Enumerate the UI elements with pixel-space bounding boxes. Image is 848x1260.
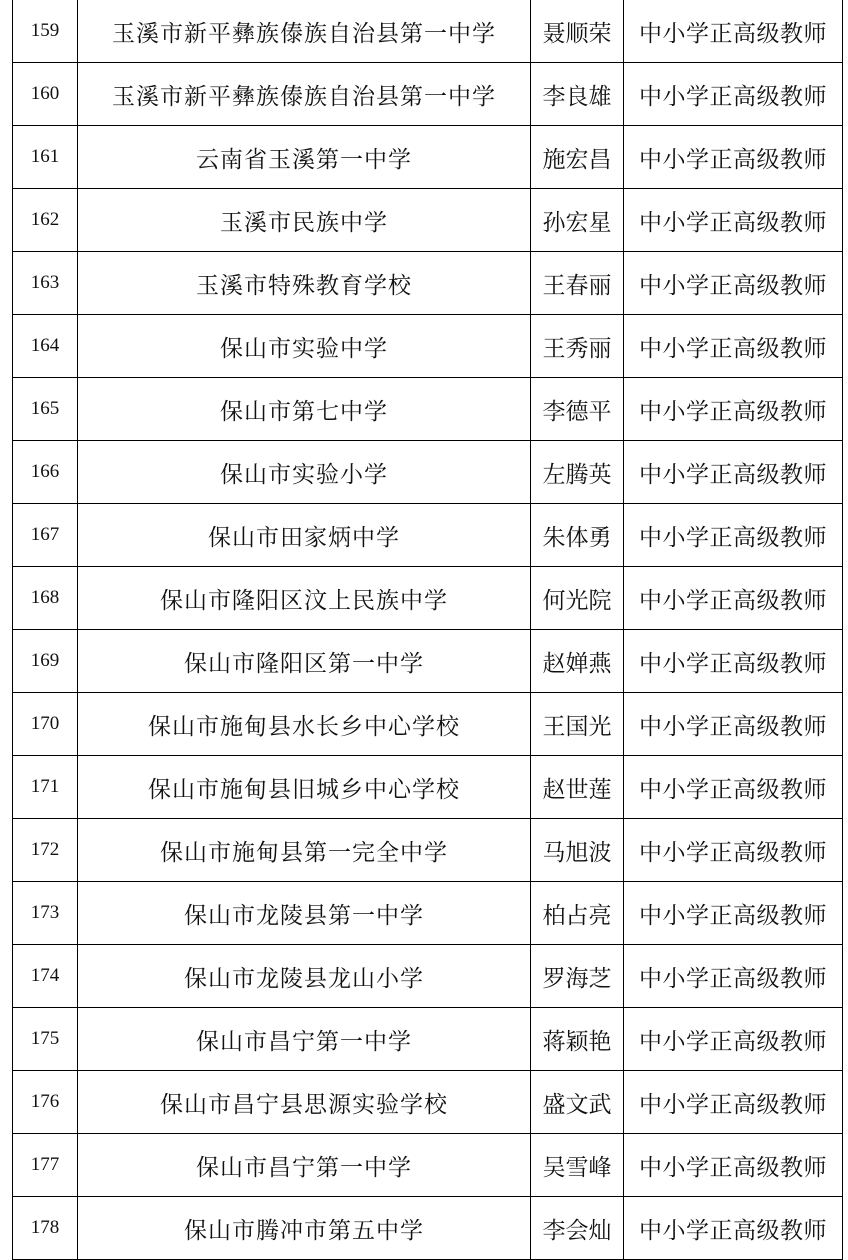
title-cell: 中小学正高级教师 (624, 630, 843, 693)
title-cell: 中小学正高级教师 (624, 63, 843, 126)
teacher-name-cell: 李德平 (531, 378, 624, 441)
row-number-cell: 163 (13, 252, 78, 315)
school-cell: 保山市施甸县第一完全中学 (78, 819, 531, 882)
teacher-name-cell: 施宏昌 (531, 126, 624, 189)
row-number-cell: 170 (13, 693, 78, 756)
table-row (13, 315, 843, 378)
school-cell: 保山市施甸县旧城乡中心学校 (78, 756, 531, 819)
row-number-cell: 172 (13, 819, 78, 882)
row-number-cell: 171 (13, 756, 78, 819)
teacher-name-cell: 王秀丽 (531, 315, 624, 378)
row-number-cell: 159 (13, 0, 78, 63)
teacher-name-cell: 聂顺荣 (531, 0, 624, 63)
school-cell: 保山市龙陵县第一中学 (78, 882, 531, 945)
teacher-name-cell: 蒋颖艳 (531, 1008, 624, 1071)
school-cell: 保山市隆阳区汶上民族中学 (78, 567, 531, 630)
title-cell: 中小学正高级教师 (624, 819, 843, 882)
teacher-name-cell: 左腾英 (531, 441, 624, 504)
school-cell: 保山市田家炳中学 (78, 504, 531, 567)
row-number-cell: 178 (13, 1197, 78, 1260)
teacher-name-cell: 李会灿 (531, 1197, 624, 1260)
title-cell: 中小学正高级教师 (624, 504, 843, 567)
title-cell: 中小学正高级教师 (624, 1071, 843, 1134)
teacher-name-cell: 柏占亮 (531, 882, 624, 945)
row-number-cell: 168 (13, 567, 78, 630)
title-cell: 中小学正高级教师 (624, 1134, 843, 1197)
row-number-cell: 160 (13, 63, 78, 126)
title-cell: 中小学正高级教师 (624, 189, 843, 252)
table-row (13, 0, 843, 63)
table-row (13, 693, 843, 756)
school-cell: 玉溪市新平彝族傣族自治县第一中学 (78, 0, 531, 63)
table-row (13, 1008, 843, 1071)
school-cell: 保山市龙陵县龙山小学 (78, 945, 531, 1008)
table-row (13, 1197, 843, 1260)
table-row (13, 819, 843, 882)
school-cell: 保山市昌宁第一中学 (78, 1008, 531, 1071)
title-cell: 中小学正高级教师 (624, 693, 843, 756)
table-row (13, 378, 843, 441)
table-row (13, 945, 843, 1008)
title-cell: 中小学正高级教师 (624, 756, 843, 819)
table-row (13, 1134, 843, 1197)
teacher-name-cell: 马旭波 (531, 819, 624, 882)
table-row (13, 1071, 843, 1134)
table-row (13, 630, 843, 693)
row-number-cell: 173 (13, 882, 78, 945)
row-number-cell: 175 (13, 1008, 78, 1071)
title-cell: 中小学正高级教师 (624, 441, 843, 504)
row-number-cell: 174 (13, 945, 78, 1008)
school-cell: 保山市实验小学 (78, 441, 531, 504)
teacher-name-cell: 赵婵燕 (531, 630, 624, 693)
row-number-cell: 166 (13, 441, 78, 504)
row-number-cell: 165 (13, 378, 78, 441)
table-row (13, 189, 843, 252)
teacher-name-cell: 吴雪峰 (531, 1134, 624, 1197)
table-row (13, 252, 843, 315)
school-cell: 保山市第七中学 (78, 378, 531, 441)
teacher-name-cell: 王春丽 (531, 252, 624, 315)
table-row (13, 882, 843, 945)
row-number-cell: 164 (13, 315, 78, 378)
school-cell: 保山市腾冲市第五中学 (78, 1197, 531, 1260)
teacher-name-cell: 孙宏星 (531, 189, 624, 252)
row-number-cell: 177 (13, 1134, 78, 1197)
title-cell: 中小学正高级教师 (624, 0, 843, 63)
table-row (13, 441, 843, 504)
row-number-cell: 167 (13, 504, 78, 567)
title-cell: 中小学正高级教师 (624, 315, 843, 378)
row-number-cell: 176 (13, 1071, 78, 1134)
table-row (13, 504, 843, 567)
table-row (13, 63, 843, 126)
school-cell: 云南省玉溪第一中学 (78, 126, 531, 189)
school-cell: 保山市昌宁第一中学 (78, 1134, 531, 1197)
school-cell: 保山市昌宁县思源实验学校 (78, 1071, 531, 1134)
teacher-name-cell: 赵世莲 (531, 756, 624, 819)
title-cell: 中小学正高级教师 (624, 378, 843, 441)
title-cell: 中小学正高级教师 (624, 882, 843, 945)
row-number-cell: 161 (13, 126, 78, 189)
teacher-name-cell: 李良雄 (531, 63, 624, 126)
title-cell: 中小学正高级教师 (624, 945, 843, 1008)
school-cell: 玉溪市特殊教育学校 (78, 252, 531, 315)
row-number-cell: 169 (13, 630, 78, 693)
school-cell: 玉溪市民族中学 (78, 189, 531, 252)
teacher-roster-table (12, 0, 843, 1260)
teacher-name-cell: 罗海芝 (531, 945, 624, 1008)
table-row (13, 567, 843, 630)
title-cell: 中小学正高级教师 (624, 1197, 843, 1260)
table-row (13, 756, 843, 819)
teacher-name-cell: 朱体勇 (531, 504, 624, 567)
table-body (13, 0, 843, 1260)
school-cell: 保山市隆阳区第一中学 (78, 630, 531, 693)
teacher-name-cell: 盛文武 (531, 1071, 624, 1134)
title-cell: 中小学正高级教师 (624, 252, 843, 315)
table-row (13, 126, 843, 189)
teacher-name-cell: 何光院 (531, 567, 624, 630)
school-cell: 保山市施甸县水长乡中心学校 (78, 693, 531, 756)
title-cell: 中小学正高级教师 (624, 567, 843, 630)
school-cell: 玉溪市新平彝族傣族自治县第一中学 (78, 63, 531, 126)
title-cell: 中小学正高级教师 (624, 126, 843, 189)
row-number-cell: 162 (13, 189, 78, 252)
teacher-name-cell: 王国光 (531, 693, 624, 756)
title-cell: 中小学正高级教师 (624, 1008, 843, 1071)
school-cell: 保山市实验中学 (78, 315, 531, 378)
